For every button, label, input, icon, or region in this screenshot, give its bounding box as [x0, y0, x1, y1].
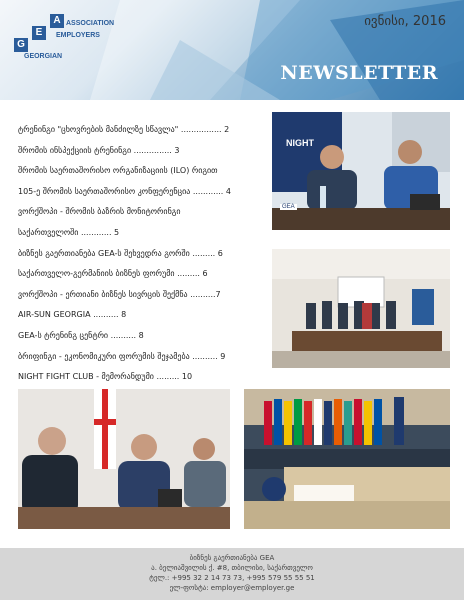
logo-letter-g: G: [14, 38, 28, 52]
photo-ilo-conference-image: [244, 389, 450, 529]
toc-item[interactable]: ვორქშოპი - შრომის ბაზრის მონიტორინგი: [18, 207, 181, 217]
photo-press-conference-image: [272, 112, 450, 230]
logo-text-georgian: GEORGIAN: [24, 53, 63, 60]
photo-group-meeting: [272, 249, 450, 368]
gea-logo: [14, 12, 124, 60]
table-of-contents: [18, 120, 268, 408]
issue-date: ივნისი, 2016: [364, 14, 446, 29]
footer-phone: ტელ.: +995 32 2 14 73 73, +995 579 55 55 51: [149, 574, 315, 582]
photo-officials-table: [18, 389, 230, 529]
newsletter-title: NEWSLETTER: [280, 62, 438, 84]
logo-text-employers: EMPLOYERS: [56, 32, 100, 39]
toc-item[interactable]: 105-ე შრომის საერთაშორისო კონფერენცია ............ 4: [18, 186, 231, 196]
toc-item[interactable]: საქართველოში ............ 5: [18, 227, 120, 237]
footer-contact: [0, 548, 464, 600]
toc-item[interactable]: AIR-SUN GEORGIA .......... 8: [18, 310, 127, 320]
footer-org-name: ბიზნეს გაერთიანება GEA: [189, 554, 275, 562]
toc-item[interactable]: ბრიფინგი - ეკონომიკური ფორუმის შეჯამება .......... 9: [18, 351, 226, 361]
toc-item[interactable]: NIGHT FIGHT CLUB - მემორანდუმი ......... 10: [18, 372, 193, 382]
footer-address: ა. ბელიაშვილის ქ. #8, თბილისი, საქართველო: [151, 564, 313, 572]
photo1-badge-text: GEA: [282, 204, 295, 210]
photo-press-conference: [272, 112, 450, 230]
toc-item[interactable]: ტრენინგი "ცხოვრების მანძილზე სწავლა" ................ 2: [18, 125, 230, 134]
logo-letter-e: E: [32, 26, 46, 40]
toc-item[interactable]: საქართველო-გერმანიის ბიზნეს ფორუმი ......... 6: [18, 269, 208, 279]
logo-letter-a: A: [50, 14, 64, 28]
logo-text-association: ASSOCIATION: [66, 20, 115, 27]
toc-item[interactable]: ბიზნეს გაერთიანება GEA-ს შეხვედრა გორში ......... 6: [18, 248, 223, 258]
toc-item[interactable]: შრომის საერთაშორისო ორგანიზაციის (ILO) რიგით: [18, 166, 218, 176]
toc-item[interactable]: GEA-ს ტრენინგ ცენტრი .......... 8: [18, 330, 144, 340]
toc-item[interactable]: შრომის ინსპექციის ტრენინგი ............... 3: [18, 145, 180, 155]
toc-item[interactable]: ვორქშოპი - ერთიანი ბიზნეს სივრცის შექმნა ..........7: [18, 289, 221, 299]
photo-officials-table-image: [18, 389, 230, 529]
footer-email[interactable]: ელ-ფოსტა: employer@employer.ge: [169, 584, 295, 592]
header-banner: [0, 0, 464, 100]
photo-ilo-conference: [244, 389, 450, 529]
photo1-sign-text: NIGHT: [286, 138, 314, 148]
photo-group-meeting-image: [272, 249, 450, 368]
